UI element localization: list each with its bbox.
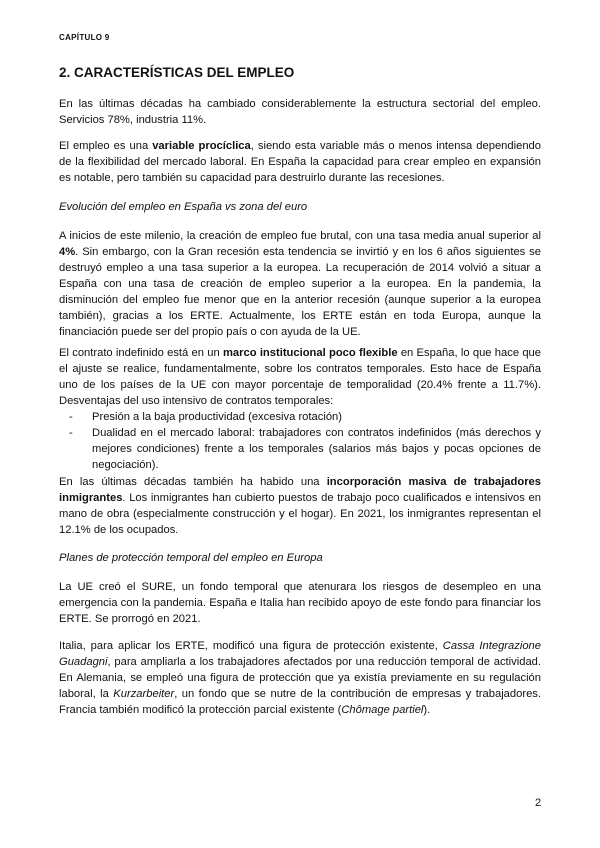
chapter-header: CAPÍTULO 9: [59, 33, 110, 42]
paragraph-immigrants: [59, 474, 541, 538]
text-span: A inicios de este milenio, la creación de empleo fue brutal, con una tasa media anual superior al: [59, 230, 541, 242]
subheading-protection-plans: Planes de protección temporal del empleo en Europa: [59, 552, 323, 564]
text-span: El empleo es una: [59, 140, 153, 152]
text-span: , para ampliarla a los trabajadores afectados por una reducción temporal de actividad. En Alemania, se empleó una figura de protección que ya existía previamente en su regulación laboral, la: [59, 656, 541, 700]
italic-term: Cassa Integrazione Guadagni: [59, 640, 541, 668]
text-span: . Sin embargo, con la Gran recesión esta tendencia se invirtió y en los 6 años siguientes se destruyó empleo a una tasa superior a la europea. La recuperación de 2014 volvió a situar a España con una tasa de creación de empleo superior a la europea. En la pandemia, la disminución del empleo fue menor que en la anterior recesión (aunque superior a la europea también), gracias a los ERTE. Actualmente, los ERTE están en toda Europa, aunque la financiación puede ser del propio país o con ayuda de la UE.: [59, 246, 541, 338]
paragraph-employment-evolution: [59, 228, 541, 340]
section-title: 2. CARACTERÍSTICAS DEL EMPLEO: [59, 65, 295, 80]
text-span: . Los inmigrantes han cubierto puestos de trabajo poco cualificados e intensivos en mano de obra (especialmente construcción y el hogar). En 2021, los inmigrantes representan el 12.1% de los ocupados.: [59, 492, 541, 536]
paragraph-indefinite-contract: [59, 345, 541, 473]
paragraph-text: [59, 345, 541, 409]
paragraph-country-measures: [59, 638, 541, 718]
text-span: , siendo esta variable más o menos intensa dependiendo de la flexibilidad del mercado laboral. En España la capacidad para crear empleo en expansión es notable, pero también su capacidad para destruirlo durante las recesiones.: [59, 140, 542, 184]
bold-term: 4%: [59, 246, 76, 258]
bold-term: variable procíclica: [152, 140, 251, 152]
list-item: - Dualidad en el mercado laboral: trabajadores con contratos indefinidos (más derechos y mejores condiciones) frente a los temporales (salarios más bajos y pocas opciones de negociación).: [59, 425, 541, 473]
text-span: en España, lo que hace que el ajuste se realice, fundamentalmente, sobre los contratos temporales. Esto hace de España uno de los países de la UE con mayor porcentaje de temporalidad (20.4% frente a 11.7%). Desventajas del uso intensivo de contratos temporales:: [59, 347, 542, 407]
text-span: ).: [423, 704, 431, 716]
text-span: Italia, para aplicar los ERTE, modificó una figura de protección existente,: [59, 640, 443, 652]
text-span: En las últimas décadas también ha habido una: [59, 476, 327, 488]
bold-term: marco institucional poco flexible: [222, 347, 398, 359]
text-span: El contrato indefinido está en un: [59, 347, 223, 359]
page-number: 2: [535, 797, 542, 809]
italic-term: Chômage partiel: [341, 704, 424, 716]
disadvantages-list: [59, 409, 541, 473]
subheading-evolution: Evolución del empleo en España vs zona del euro: [59, 201, 308, 213]
bold-term: incorporación masiva de trabajadores inmigrantes: [59, 476, 541, 504]
italic-term: Kurzarbeiter: [113, 688, 175, 700]
list-item: - Presión a la baja productividad (excesiva rotación): [59, 409, 541, 425]
paragraph-sector-structure: En las últimas décadas ha cambiado considerablemente la estructura sectorial del empleo. Servicios 78%, industria 11%.: [59, 98, 541, 126]
paragraph-procyclical: [59, 138, 541, 186]
paragraph-sure-fund: La UE creó el SURE, un fondo temporal que atenurara los riesgos de desempleo en una emergencia con la pandemia. España e Italia han recibido apoyo de este fondo para financiar los ERTE. Se prorrogó en 2021.: [59, 581, 541, 625]
text-span: , un fondo que se nutre de la contribución de empresas y trabajadores. Francia también modificó la protección parcial existente (: [59, 688, 542, 716]
